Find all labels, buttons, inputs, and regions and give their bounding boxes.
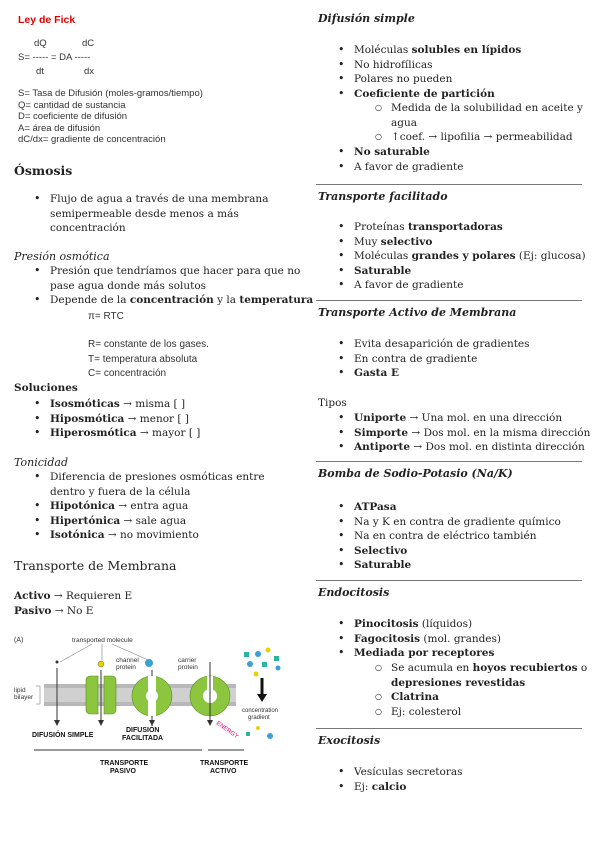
- fick-def: S= Tasa de Difusión (moles-gramos/tiempo): [18, 88, 203, 99]
- fick-def: A= área de difusión: [18, 122, 101, 134]
- gradient-dot: [256, 726, 260, 730]
- list-item: • Polares no pueden: [354, 72, 521, 87]
- presion-osmotica-title: Presión osmótica: [14, 250, 110, 263]
- figure-simple-label: DIFUSIÓN SIMPLE: [32, 732, 94, 739]
- figure-carrier-label-2: protein: [178, 664, 198, 671]
- transporte-pasivo: Pasivo → No E: [14, 605, 94, 617]
- list-item: • Coeficiente de partición: [354, 87, 521, 102]
- list-item: • Depende de la concentración y la temperatura: [50, 293, 313, 308]
- list-item: • Gasta E: [354, 366, 530, 381]
- gradient-dot: [255, 651, 261, 657]
- list-item: • Vesículas secretoras: [354, 765, 463, 780]
- difusion-simple-list-2: [354, 145, 463, 174]
- list-item: • Diferencia de presiones osmóticas entre dentro y fuera de la célula: [50, 470, 265, 499]
- list-item: • No hidrofílicas: [354, 58, 521, 73]
- exocitosis-list: [354, 765, 463, 794]
- soluciones-title: Soluciones: [14, 382, 78, 394]
- list-item: • A favor de gradiente: [354, 160, 463, 175]
- gradient-dot: [247, 661, 253, 667]
- list-item: • Hipertónica → sale agua: [50, 514, 265, 529]
- osmotic-formula-defs: R= constante de los gases. T= temperatura absoluta C= concentración: [88, 339, 209, 380]
- bomba-list: [354, 500, 561, 573]
- list-item: ○ Clatrina: [391, 690, 587, 705]
- list-item: ○ ↑coef. → lipofilia → permeabilidad: [391, 130, 583, 145]
- list-item: • Proteínas transportadoras: [354, 220, 586, 235]
- exocitosis-title: Exocitosis: [318, 734, 381, 747]
- figure-carrier-label-1: carrier: [178, 657, 197, 664]
- fick-eq-dc: dC: [82, 38, 95, 49]
- section-divider: [316, 300, 582, 301]
- list-item: ○ Ej: colesterol: [391, 705, 587, 720]
- fick-eq-dt: dt: [36, 66, 44, 77]
- tipos-list: [354, 411, 590, 455]
- list-item: • Uniporte → Una mol. en una dirección: [354, 411, 590, 426]
- gradient-dot: [254, 672, 259, 677]
- list-item: • Hipotónica → entra agua: [50, 499, 265, 514]
- list-item: • Evita desaparición de gradientes: [354, 337, 530, 352]
- list-item: • Hiperosmótica → mayor [ ]: [50, 426, 200, 441]
- endocitosis-sublist: [391, 661, 587, 719]
- list-item: • Ej: calcio: [354, 780, 463, 795]
- membrane-transport-figure: [12, 632, 292, 782]
- list-item: • Moléculas solubles en lípidos: [354, 43, 521, 58]
- presion-list: [50, 264, 313, 308]
- gradient-square: [274, 656, 279, 661]
- osmosis-title: Ósmosis: [14, 163, 73, 178]
- figure-activo-label-1: TRANSPORTE: [200, 760, 249, 767]
- difusion-simple-list: [354, 43, 521, 101]
- osmotic-formula: π= RTC: [88, 311, 124, 322]
- gradient-dot: [267, 733, 273, 739]
- list-item: ○ Medida de la solubilidad en aceite y agua: [391, 101, 583, 130]
- figure-transported-label: transported molecule: [72, 637, 133, 644]
- list-item: • No saturable: [354, 145, 463, 160]
- list-item: • Antiporte → Dos mol. en distinta dirección: [354, 440, 590, 455]
- figure-channel-label-2: protein: [116, 664, 136, 671]
- list-item: • ATPasa: [354, 500, 561, 515]
- figure-conc-label-2: gradient: [248, 715, 270, 721]
- bomba-title: Bomba de Sodio-Potasio (Na/K): [318, 467, 513, 480]
- figure-lipid-label-2: bilayer: [14, 694, 34, 701]
- list-item: ○ Se acumula en hoyos recubiertos o depresiones revestidas: [391, 661, 587, 690]
- transporte-facilitado-title: Transporte facilitado: [318, 190, 448, 203]
- fick-def: D= coeficiente de difusión: [18, 111, 128, 123]
- figure-facil-label-1: DIFUSIÓN: [126, 727, 160, 734]
- list-item: • Pinocitosis (líquidos): [354, 617, 501, 632]
- list-item: • Fagocitosis (mol. grandes): [354, 632, 501, 647]
- fick-eq-mid: S= ----- = DA -----: [18, 52, 91, 63]
- transporte-activo-list: [354, 337, 530, 381]
- fick-def: Q= cantidad de sustancia: [18, 99, 126, 111]
- molecule-yellow: [98, 661, 104, 667]
- list-item: • Isosmóticas → misma [ ]: [50, 397, 200, 412]
- transporte-activo: Activo → Requieren E: [14, 590, 133, 602]
- difusion-simple-sublist: [391, 101, 583, 145]
- list-item: • Isotónica → no movimiento: [50, 528, 265, 543]
- gradient-square: [262, 662, 267, 667]
- list-item: • A favor de gradiente: [354, 278, 586, 293]
- list-item: • Saturable: [354, 264, 586, 279]
- figure-channel-label-1: channel: [116, 657, 139, 664]
- figure-pasivo-label-2: PASIVO: [110, 768, 136, 775]
- list-item: • Selectivo: [354, 544, 561, 559]
- list-item: • Flujo de agua a través de una membrana semipermeable desde menos a más concentración: [50, 192, 268, 236]
- gradient-square: [244, 652, 249, 657]
- list-item: • Saturable: [354, 558, 561, 573]
- transporte-activo-title: Transporte Activo de Membrana: [318, 306, 517, 319]
- gradient-square: [246, 732, 250, 736]
- fick-title: Ley de Fick: [18, 14, 76, 26]
- channel-protein: [86, 676, 98, 714]
- list-item: • Presión que tendríamos que hacer para que no pase agua donde más solutos: [50, 264, 313, 293]
- tonicidad-title: Tonicidad: [14, 456, 69, 469]
- list-item: • En contra de gradiente: [354, 352, 530, 367]
- list-item: • Na y K en contra de gradiente químico: [354, 515, 561, 530]
- molecule-blue: [145, 659, 153, 667]
- list-item: • Hiposmótica → menor [ ]: [50, 412, 200, 427]
- molecule-dot: [56, 661, 59, 664]
- figure-activo-label-2: ACTIVO: [210, 768, 237, 775]
- fick-definitions: [18, 88, 203, 146]
- figure-label-a: (A): [14, 637, 24, 644]
- figure-pasivo-label-1: TRANSPORTE: [100, 760, 149, 767]
- endocitosis-title: Endocitosis: [318, 586, 390, 599]
- gradient-dot: [276, 666, 281, 671]
- list-item: • Simporte → Dos mol. en la misma dirección: [354, 426, 590, 441]
- list-item: • Mediada por receptores: [354, 646, 501, 661]
- fick-eq-dq: dQ: [34, 38, 47, 49]
- gradient-dot: [266, 648, 271, 653]
- tipos-label: Tipos: [318, 397, 347, 409]
- soluciones-list: [50, 397, 200, 441]
- figure-lipid-label-1: lipid: [14, 687, 26, 694]
- section-divider: [316, 184, 582, 185]
- difusion-simple-title: Difusión simple: [318, 12, 415, 25]
- tonicidad-list: [50, 470, 265, 543]
- transporte-facilitado-list: [354, 220, 586, 293]
- section-divider: [316, 461, 582, 462]
- endocitosis-list: [354, 617, 501, 661]
- fick-def: dC/dx= gradiente de concentración: [18, 134, 166, 146]
- section-divider: [316, 580, 582, 581]
- list-item: • Na en contra de eléctrico también: [354, 529, 561, 544]
- figure-energy-label: ENERGY: [214, 720, 240, 741]
- figure-facil-label-2: FACILITADA: [122, 735, 164, 742]
- list-item: • Muy selectivo: [354, 235, 586, 250]
- section-divider: [316, 728, 582, 729]
- osmosis-list: [50, 192, 268, 236]
- figure-conc-label-1: concentration: [242, 708, 279, 714]
- transporte-title: Transporte de Membrana: [14, 558, 177, 573]
- fick-eq-dx: dx: [84, 66, 95, 77]
- list-item: • Moléculas grandes y polares (Ej: glucosa): [354, 249, 586, 264]
